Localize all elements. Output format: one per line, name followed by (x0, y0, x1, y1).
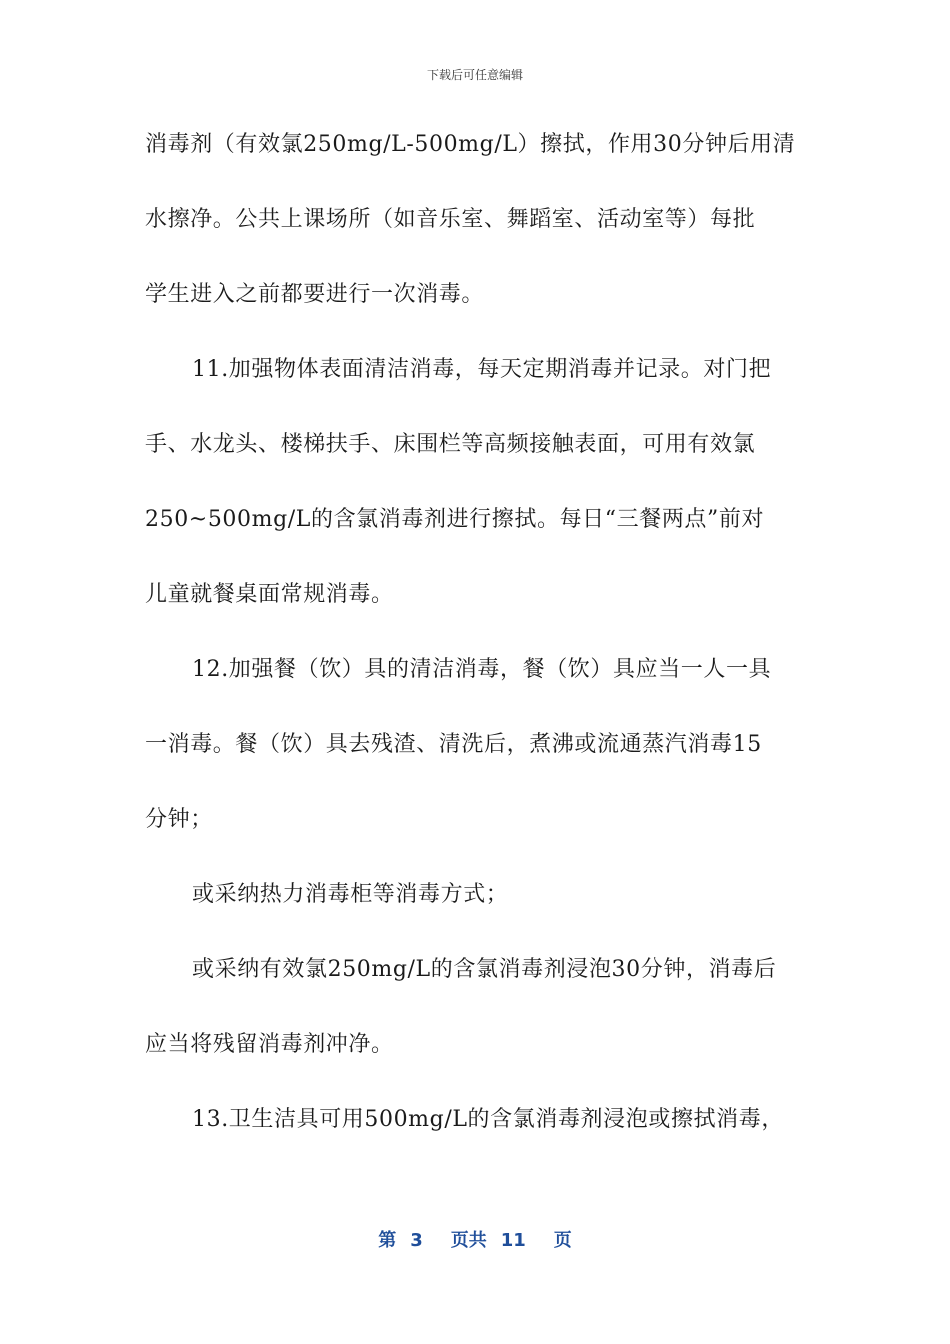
text-line-2: 水擦净。公共上课场所（如音乐室、舞蹈室、活动室等）每批 (145, 207, 756, 232)
text-line-4: 11.加强物体表面清洁消毒，每天定期消毒并记录。对门把 (192, 357, 772, 382)
text-line-6: 250~500mg/L的含氯消毒剂进行擦拭。每日“三餐两点”前对 (145, 507, 765, 532)
text-line-5: 手、水龙头、楼梯扶手、床围栏等高频接触表面，可用有效氯 (145, 432, 756, 457)
text-line-13: 应当将残留消毒剂冲净。 (145, 1032, 394, 1057)
page-footer (0, 1226, 950, 1252)
footer-suffix: 页 (553, 1230, 572, 1251)
footer-total-pages: 11 (500, 1230, 526, 1251)
text-line-14: 13.卫生洁具可用500mg/L的含氯消毒剂浸泡或擦拭消毒， (192, 1107, 784, 1132)
footer-middle: 页共 (450, 1230, 487, 1251)
text-line-10: 分钟； (145, 807, 213, 832)
text-line-9: 一消毒。餐（饮）具去残渣、清洗后，煮沸或流通蒸汽消毒15 (145, 732, 762, 757)
text-line-11: 或采纳热力消毒柜等消毒方式； (192, 882, 509, 907)
text-line-12: 或采纳有效氯250mg/L的含氯消毒剂浸泡30分钟，消毒后 (192, 957, 777, 982)
text-line-8: 12.加强餐（饮）具的清洁消毒，餐（饮）具应当一人一具 (192, 657, 772, 682)
page-header: 下载后可任意编辑 (426, 68, 523, 82)
text-line-1: 消毒剂（有效氯250mg/L-500mg/L）擦拭，作用30分钟后用清 (145, 132, 796, 157)
text-line-3: 学生进入之前都要进行一次消毒。 (145, 282, 485, 307)
text-line-7: 儿童就餐桌面常规消毒。 (145, 582, 394, 607)
footer-prefix: 第 (378, 1230, 397, 1251)
footer-page-number: 3 (410, 1230, 423, 1251)
